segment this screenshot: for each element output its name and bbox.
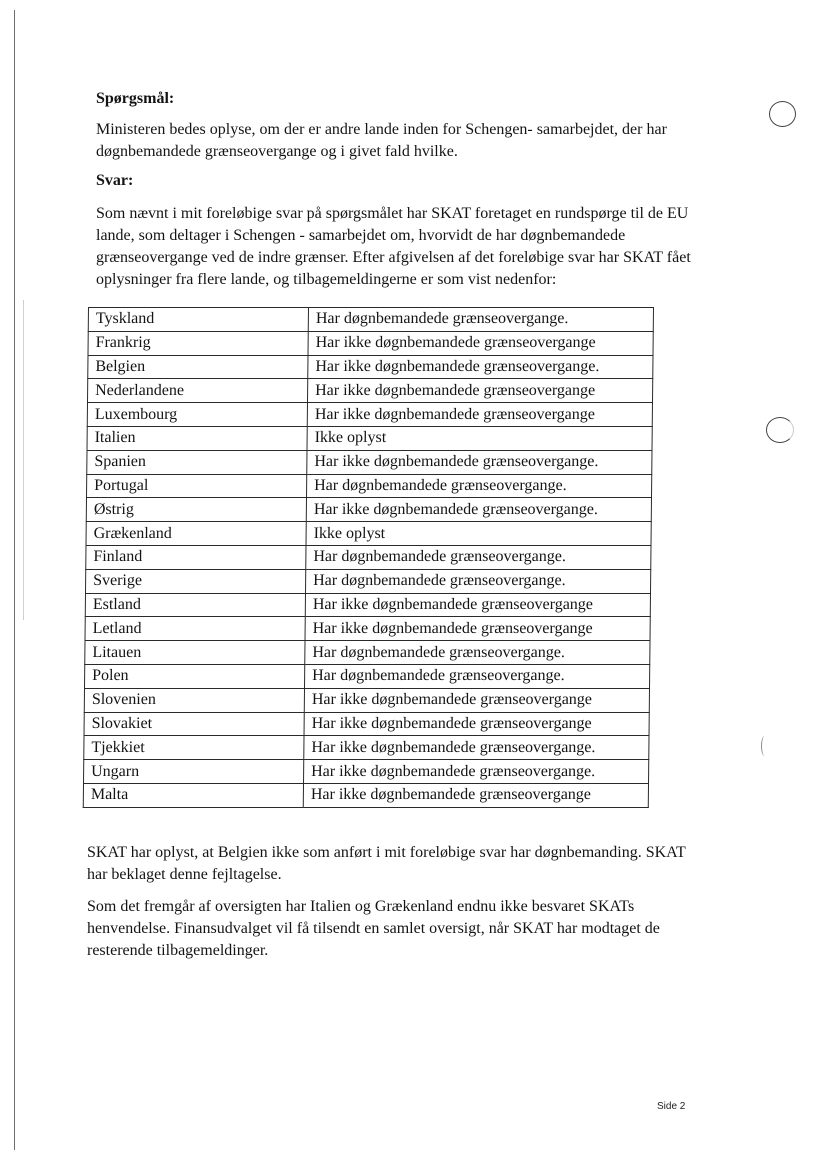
status-cell: Har ikke døgnbemandede grænseovergange <box>303 783 648 807</box>
country-cell: Polen <box>85 664 305 688</box>
country-cell: Nederlandene <box>87 379 307 403</box>
table-row <box>86 545 651 569</box>
closing-section <box>87 842 687 962</box>
status-cell: Har ikke døgnbemandede grænseovergange <box>308 331 653 355</box>
status-cell: Har døgnbemandede grænseovergange. <box>308 308 653 332</box>
country-cell: Tyskland <box>88 308 308 332</box>
table-row <box>86 498 651 522</box>
table-row <box>84 688 649 712</box>
table-row <box>84 760 649 784</box>
table-row <box>83 783 648 807</box>
country-cell: Italien <box>87 426 307 450</box>
country-cell: Frankrig <box>88 331 308 355</box>
status-cell: Har døgnbemandede grænseovergange. <box>305 664 650 688</box>
scan-margin-shadow <box>23 300 24 620</box>
status-cell: Har ikke døgnbemandede grænseovergange. <box>304 760 649 784</box>
table-row <box>86 522 651 546</box>
table-row <box>84 712 649 736</box>
status-cell: Har ikke døgnbemandede grænseovergange. <box>307 450 652 474</box>
status-cell: Har ikke døgnbemandede grænseovergange <box>307 379 652 403</box>
status-cell: Har døgnbemandede grænseovergange. <box>307 474 652 498</box>
status-cell: Har døgnbemandede grænseovergange. <box>306 569 651 593</box>
table-row <box>87 426 652 450</box>
document-body <box>96 88 696 291</box>
table-row <box>87 379 652 403</box>
country-cell: Finland <box>86 545 306 569</box>
closing-paragraph-overview: Som det fremgår af oversigten har Italien og Grækenland endnu ikke besvaret SKATs henvendelse. Finansudvalget vil få tilsendt en samlet oversigt, når SKAT har modtaget de resterende tilbagemeldinger. <box>87 898 660 959</box>
status-cell: Har ikke døgnbemandede grænseovergange. <box>304 736 649 760</box>
punch-hole-top <box>769 101 796 127</box>
country-cell: Tjekkiet <box>84 736 304 760</box>
country-cell: Østrig <box>86 498 306 522</box>
status-cell: Har ikke døgnbemandede grænseovergange <box>305 593 650 617</box>
scan-mark <box>761 736 768 756</box>
scan-margin-line <box>14 10 15 1150</box>
status-cell: Ikke oplyst <box>307 426 652 450</box>
country-cell: Portugal <box>87 474 307 498</box>
country-cell: Grækenland <box>86 522 306 546</box>
table-row <box>88 308 653 332</box>
page-number: Side 2 <box>657 1101 686 1112</box>
answer-heading: Svar: <box>96 172 134 189</box>
status-cell: Har ikke døgnbemandede grænseovergange <box>305 617 650 641</box>
question-text: Ministeren bedes oplyse, om der er andre lande inden for Schengen- samarbejdet, der har døgnbemandede grænseovergange og i givet fald hvilke. <box>96 121 667 160</box>
table-row <box>86 569 651 593</box>
status-cell: Har ikke døgnbemandede grænseovergange. <box>308 355 653 379</box>
table-body <box>83 308 653 808</box>
country-cell: Slovenien <box>84 688 304 712</box>
table-row <box>87 450 652 474</box>
punch-hole-middle <box>766 417 794 443</box>
table-row <box>88 331 653 355</box>
status-cell: Har ikke døgnbemandede grænseovergange <box>304 688 649 712</box>
table-row <box>85 617 650 641</box>
status-cell: Har ikke døgnbemandede grænseovergange <box>307 403 652 427</box>
table-row <box>84 736 649 760</box>
status-cell: Har ikke døgnbemandede grænseovergange. <box>306 498 651 522</box>
country-cell: Ungarn <box>84 760 304 784</box>
status-cell: Ikke oplyst <box>306 522 651 546</box>
answer-text: Som nævnt i mit foreløbige svar på spørgsmålet har SKAT foretaget en rundspørge til de EU lande, som deltager i Schengen - samarbejdet om, hvorvidt de har døgnbemandede grænseovergange ved de indre grænser. Efter afgivelsen af det foreløbige svar har SKAT fået oplysninger fra flere lande, og tilbagemeldingerne er som vist nedenfor: <box>96 205 691 288</box>
closing-paragraph-belgium: SKAT har oplyst, at Belgien ikke som anført i mit foreløbige svar har døgnbemanding. SKAT har beklaget denne fejltagelse. <box>87 844 686 883</box>
country-cell: Slovakiet <box>84 712 304 736</box>
country-cell: Malta <box>83 783 303 807</box>
country-cell: Litauen <box>85 641 305 665</box>
table-row <box>85 641 650 665</box>
country-cell: Belgien <box>88 355 308 379</box>
country-cell: Spanien <box>87 450 307 474</box>
status-cell: Har ikke døgnbemandede grænseovergange <box>304 712 649 736</box>
country-cell: Estland <box>85 593 305 617</box>
table-row <box>88 355 653 379</box>
country-cell: Sverige <box>86 569 306 593</box>
table-row <box>87 474 652 498</box>
question-heading: Spørgsmål: <box>96 90 175 107</box>
table-row <box>85 593 650 617</box>
country-cell: Letland <box>85 617 305 641</box>
status-cell: Har døgnbemandede grænseovergange. <box>306 545 651 569</box>
table-row <box>85 664 650 688</box>
status-cell: Har døgnbemandede grænseovergange. <box>305 641 650 665</box>
country-cell: Luxembourg <box>87 403 307 427</box>
table-row <box>87 403 652 427</box>
border-crossing-table <box>83 307 654 808</box>
